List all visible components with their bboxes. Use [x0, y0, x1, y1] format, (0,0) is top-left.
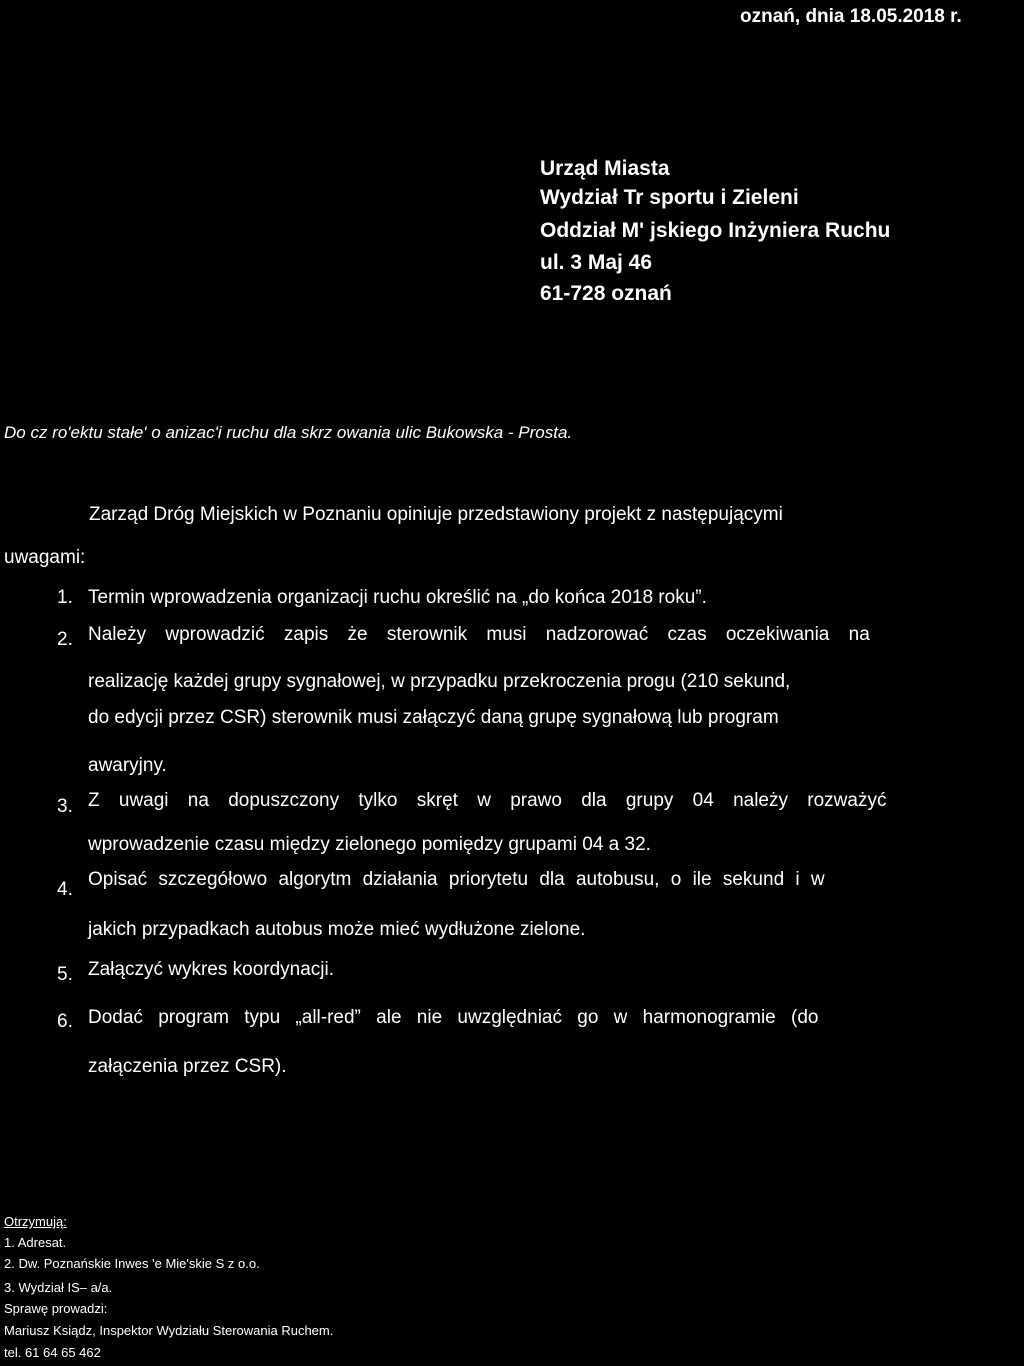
handler-label: Sprawę prowadzi:: [4, 1301, 108, 1316]
handler-name: Mariusz Ksiądz, Inspektor Wydziału Sterowania Ruchem.: [4, 1323, 334, 1338]
recipient-line-5: 61-728 oznań: [540, 282, 672, 305]
footer-recipients-title: Otrzymują:: [4, 1214, 67, 1229]
list-item-number: 1.: [57, 587, 73, 608]
recipient-line-4: ul. 3 Maj 46: [540, 251, 653, 274]
list-item-line: Z uwagi na dopuszczony tylko skręt w prawo dla grupy 04 należy rozważyć: [88, 790, 887, 811]
document-date: oznań, dnia 18.05.2018 r.: [740, 6, 962, 27]
list-item-line: awaryjny.: [88, 755, 167, 776]
list-item-line: jakich przypadkach autobus może mieć wydłużone zielone.: [88, 919, 586, 940]
recipient-line-3: Oddział M' jskiego Inżyniera Ruchu: [540, 219, 891, 242]
subject-line: Do cz ro'ektu stałe' o anizac'i ruchu dla skrz owania ulic Bukowska - Prosta.: [4, 423, 573, 442]
footer-recipient: 1. Adresat.: [4, 1235, 67, 1250]
list-item-line: wprowadzenie czasu między zielonego pomiędzy grupami 04 a 32.: [88, 834, 651, 855]
intro-line-2: uwagami:: [4, 547, 86, 568]
list-item-number: 2.: [57, 629, 73, 650]
list-item-line: realizację każdej grupy sygnałowej, w przypadku przekroczenia progu (210 sekund,: [88, 671, 791, 692]
list-item-number: 6.: [57, 1011, 73, 1032]
footer-recipient: 2. Dw. Poznańskie Inwes 'e Mie'skie S z o.o.: [4, 1256, 260, 1271]
list-item-number: 3.: [57, 796, 73, 817]
list-item-line: Dodać program typu „all-red” ale nie uwzględniać go w harmonogramie (do: [88, 1007, 819, 1028]
list-item-line: Termin wprowadzenia organizacji ruchu określić na „do końca 2018 roku”.: [88, 587, 707, 608]
list-item-line: Opisać szczegółowo algorytm działania priorytetu dla autobusu, o ile sekund i w: [88, 869, 825, 890]
intro-line-1: Zarząd Dróg Miejskich w Poznaniu opiniuje przedstawiony projekt z następującymi: [89, 504, 783, 525]
recipient-line-1: Urząd Miasta: [540, 157, 670, 180]
list-item-line: Załączyć wykres koordynacji.: [88, 959, 335, 980]
handler-phone: tel. 61 64 65 462: [4, 1345, 101, 1360]
list-item-number: 5.: [57, 964, 73, 985]
list-item-line: do edycji przez CSR) sterownik musi załączyć daną grupę sygnałową lub program: [88, 707, 779, 728]
list-item-number: 4.: [57, 879, 73, 900]
list-item-line: Należy wprowadzić zapis że sterownik musi nadzorować czas oczekiwania na: [88, 624, 870, 645]
footer-recipient: 3. Wydział IS– a/a.: [4, 1280, 113, 1295]
list-item-line: załączenia przez CSR).: [88, 1056, 287, 1077]
recipient-line-2: Wydział Tr sportu i Zieleni: [540, 186, 799, 209]
